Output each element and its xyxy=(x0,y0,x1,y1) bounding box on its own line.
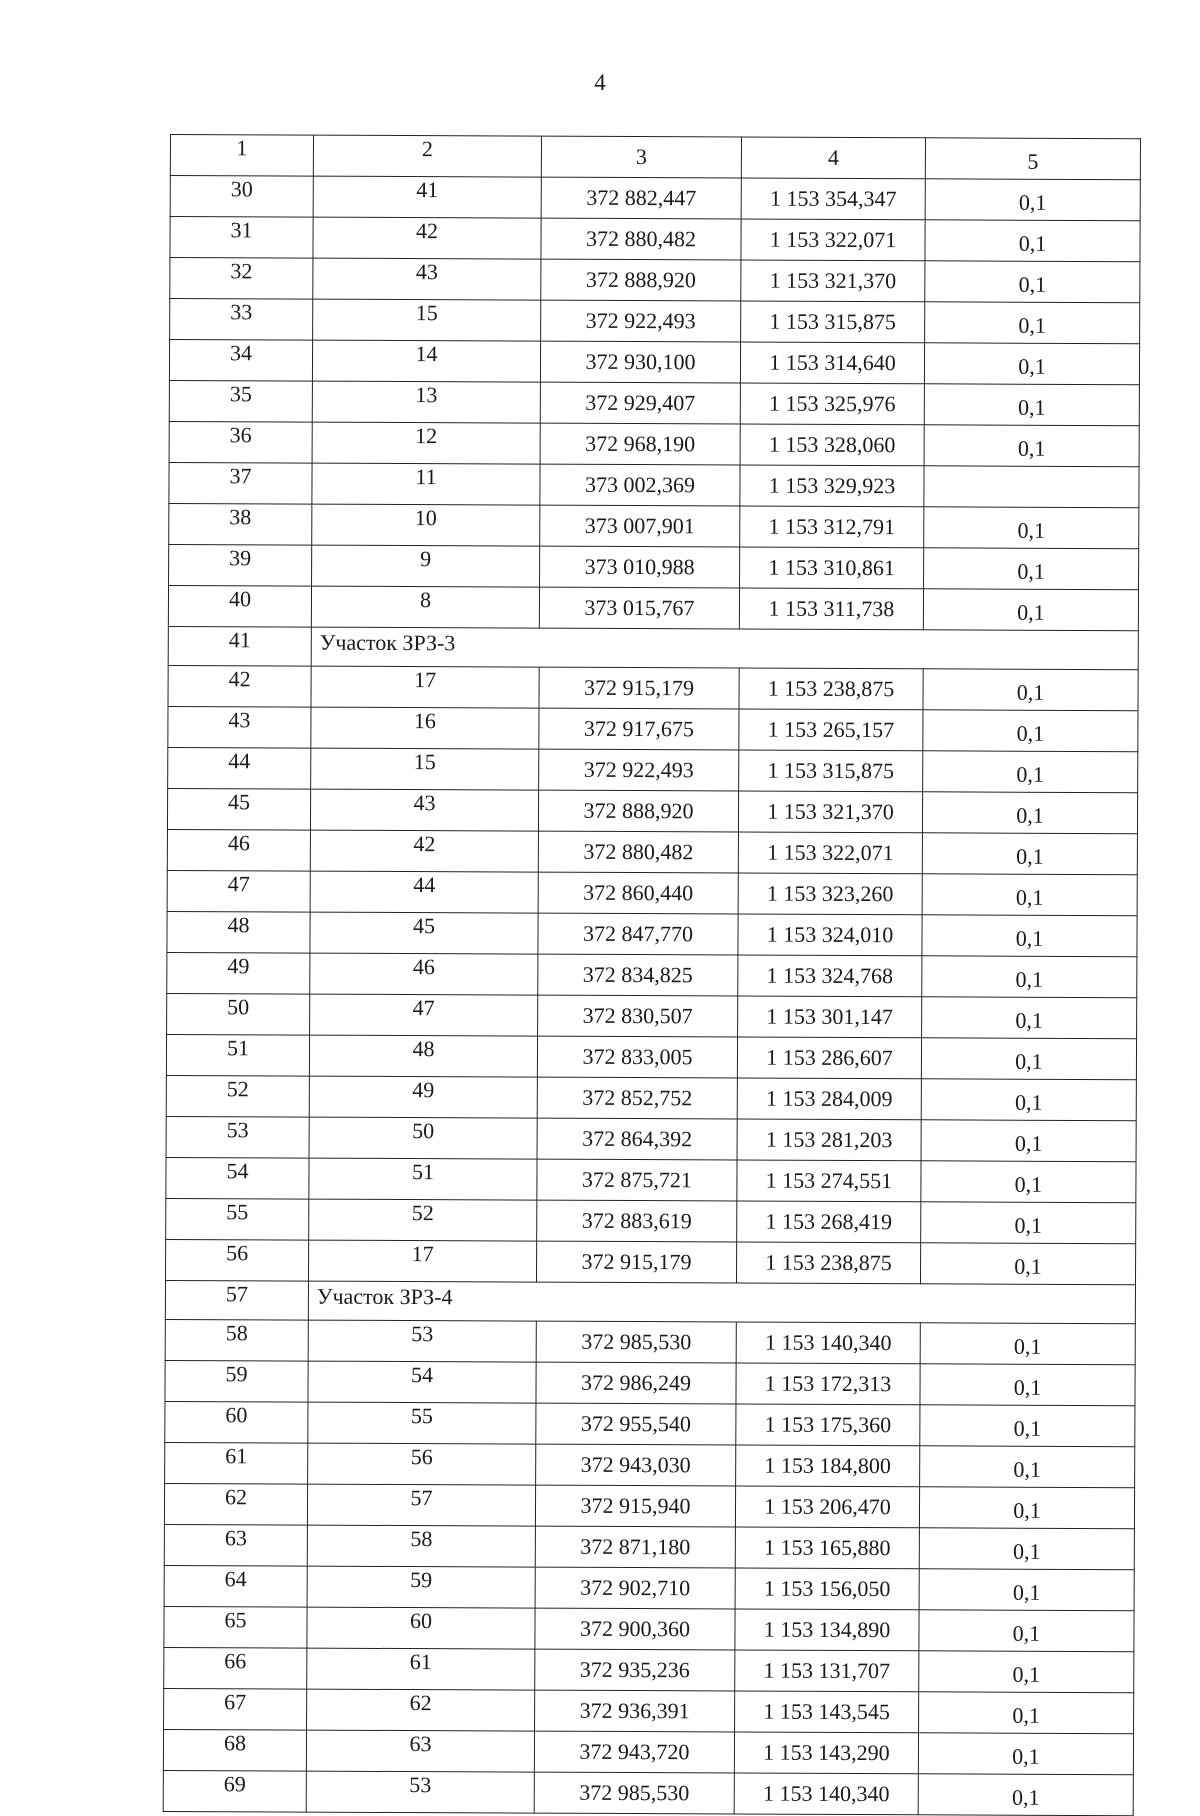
accuracy-value: 0,1 xyxy=(923,751,1138,793)
accuracy-value: 0,1 xyxy=(920,1405,1135,1447)
row-number: 53 xyxy=(166,1116,309,1158)
coord-x: 372 915,179 xyxy=(539,667,739,709)
row-number: 40 xyxy=(168,585,311,627)
table-row xyxy=(169,340,1139,385)
table-row xyxy=(170,217,1140,262)
coord-x: 372 922,493 xyxy=(539,749,739,791)
table-row xyxy=(165,1239,1135,1284)
section-title: Участок ЗРЗ-4 xyxy=(308,1281,1135,1324)
row-number: 38 xyxy=(169,503,312,545)
coord-x: 372 902,710 xyxy=(535,1567,735,1609)
table-row xyxy=(169,544,1139,589)
table-row xyxy=(167,993,1137,1038)
coord-y: 1 153 315,875 xyxy=(741,301,925,343)
point-number: 13 xyxy=(312,381,540,423)
point-number: 53 xyxy=(308,1320,536,1362)
accuracy-value: 0,1 xyxy=(919,1569,1134,1611)
section-row xyxy=(168,626,1138,669)
coord-x: 373 015,767 xyxy=(539,587,739,629)
point-number: 14 xyxy=(312,340,540,382)
coord-y: 1 153 315,875 xyxy=(739,750,923,792)
point-number: 12 xyxy=(312,422,540,464)
point-number: 52 xyxy=(309,1199,537,1241)
coord-x: 372 915,940 xyxy=(535,1485,735,1527)
row-number: 48 xyxy=(167,911,310,953)
point-number: 51 xyxy=(309,1158,537,1200)
accuracy-value: 0,1 xyxy=(922,956,1137,998)
table-row xyxy=(164,1565,1134,1610)
coord-x: 372 900,360 xyxy=(535,1608,735,1650)
coord-y: 1 153 238,875 xyxy=(736,1242,920,1284)
coord-x: 372 880,482 xyxy=(541,218,741,260)
coord-x: 372 936,391 xyxy=(535,1690,735,1732)
row-number: 30 xyxy=(170,176,313,218)
accuracy-value: 0,1 xyxy=(918,1774,1133,1816)
point-number: 11 xyxy=(312,463,540,505)
header-col-5: 5 xyxy=(925,138,1140,180)
row-number: 44 xyxy=(168,747,311,789)
table-row xyxy=(166,1116,1136,1161)
row-number: 47 xyxy=(167,870,310,912)
coord-x: 372 930,100 xyxy=(540,341,740,383)
coord-x: 372 882,447 xyxy=(541,177,741,219)
coord-y: 1 153 354,347 xyxy=(741,178,925,220)
row-number: 66 xyxy=(164,1647,307,1689)
table-row xyxy=(166,1034,1136,1079)
coord-x: 373 010,988 xyxy=(540,546,740,588)
accuracy-value: 0,1 xyxy=(922,792,1137,834)
row-number: 68 xyxy=(163,1729,306,1771)
row-number: 32 xyxy=(170,258,313,300)
point-number: 63 xyxy=(306,1730,534,1772)
accuracy-value: 0,1 xyxy=(920,1364,1135,1406)
row-number: 61 xyxy=(165,1442,308,1484)
point-number: 45 xyxy=(310,912,538,954)
header-col-1: 1 xyxy=(170,135,313,177)
row-number: 41 xyxy=(168,626,311,666)
table-row xyxy=(165,1319,1135,1364)
point-number: 62 xyxy=(307,1689,535,1731)
coord-x: 372 955,540 xyxy=(536,1403,736,1445)
coord-y: 1 153 206,470 xyxy=(735,1486,919,1528)
coord-x: 372 860,440 xyxy=(538,872,738,914)
row-number: 35 xyxy=(169,380,312,422)
accuracy-value: 0,1 xyxy=(924,343,1139,385)
coord-y: 1 153 184,800 xyxy=(736,1445,920,1487)
accuracy-value: 0,1 xyxy=(920,1243,1135,1285)
point-number: 46 xyxy=(310,953,538,995)
coord-y: 1 153 165,880 xyxy=(735,1527,919,1569)
accuracy-value: 0,1 xyxy=(922,833,1137,875)
coord-x: 372 922,493 xyxy=(541,300,741,342)
row-number: 69 xyxy=(163,1770,306,1812)
table-row xyxy=(169,462,1139,507)
point-number: 58 xyxy=(307,1525,535,1567)
coord-y: 1 153 321,370 xyxy=(738,791,922,833)
accuracy-value: 0,1 xyxy=(925,179,1140,221)
coord-x: 372 935,236 xyxy=(535,1649,735,1691)
row-number: 46 xyxy=(167,829,310,871)
point-number: 15 xyxy=(311,748,539,790)
coord-y: 1 153 140,340 xyxy=(734,1773,918,1815)
table-row xyxy=(164,1606,1134,1651)
accuracy-value: 0,1 xyxy=(921,1120,1136,1162)
point-number: 60 xyxy=(307,1607,535,1649)
table-row xyxy=(166,1157,1136,1202)
accuracy-value: 0,1 xyxy=(920,1446,1135,1488)
point-number: 10 xyxy=(312,504,540,546)
page-number: 4 xyxy=(594,70,606,95)
header-col-4: 4 xyxy=(741,137,925,179)
row-number: 56 xyxy=(165,1239,308,1281)
table-row xyxy=(168,585,1138,630)
table-row xyxy=(168,747,1138,792)
row-number: 60 xyxy=(165,1401,308,1443)
coord-x: 372 880,482 xyxy=(538,831,738,873)
coord-x: 372 943,720 xyxy=(534,1731,734,1773)
table-row xyxy=(166,1075,1136,1120)
table-row xyxy=(163,1729,1133,1774)
coord-y: 1 153 311,738 xyxy=(739,588,923,630)
table-row xyxy=(170,299,1140,344)
point-number: 42 xyxy=(310,830,538,872)
section-title: Участок ЗРЗ-3 xyxy=(311,627,1138,670)
coord-x: 373 002,369 xyxy=(540,464,740,506)
point-number: 56 xyxy=(308,1443,536,1485)
coord-y: 1 153 323,260 xyxy=(738,873,922,915)
coord-x: 373 007,901 xyxy=(540,505,740,547)
coord-y: 1 153 172,313 xyxy=(736,1363,920,1405)
coord-y: 1 153 140,340 xyxy=(736,1322,920,1364)
point-number: 41 xyxy=(313,176,541,218)
coordinates-table xyxy=(163,134,1141,1816)
coord-x: 372 847,770 xyxy=(538,913,738,955)
row-number: 43 xyxy=(168,706,311,748)
row-number: 31 xyxy=(170,217,313,259)
row-number: 62 xyxy=(164,1483,307,1525)
table-row xyxy=(168,665,1138,710)
row-number: 39 xyxy=(169,544,312,586)
accuracy-value: 0,1 xyxy=(921,1038,1136,1080)
table-row xyxy=(165,1401,1135,1446)
table-row xyxy=(167,870,1137,915)
coord-x: 372 888,920 xyxy=(538,790,738,832)
table-header-row xyxy=(170,135,1140,180)
coord-y: 1 153 143,545 xyxy=(735,1691,919,1733)
point-number: 15 xyxy=(313,299,541,341)
point-number: 59 xyxy=(307,1566,535,1608)
header-col-3: 3 xyxy=(541,136,741,178)
row-number: 51 xyxy=(166,1034,309,1076)
point-number: 53 xyxy=(306,1771,534,1813)
accuracy-value: 0,1 xyxy=(923,669,1138,711)
coord-x: 372 929,407 xyxy=(540,382,740,424)
coord-y: 1 153 134,890 xyxy=(735,1609,919,1651)
row-number: 54 xyxy=(166,1157,309,1199)
row-number: 49 xyxy=(167,952,310,994)
accuracy-value: 0,1 xyxy=(922,874,1137,916)
point-number: 54 xyxy=(308,1361,536,1403)
accuracy-value: 0,1 xyxy=(919,1487,1134,1529)
table-row xyxy=(164,1688,1134,1733)
row-number: 63 xyxy=(164,1524,307,1566)
coord-x: 372 888,920 xyxy=(541,259,741,301)
table-row xyxy=(167,911,1137,956)
point-number: 17 xyxy=(311,666,539,708)
accuracy-value: 0,1 xyxy=(919,1528,1134,1570)
coord-x: 372 985,530 xyxy=(534,1772,734,1814)
coord-y: 1 153 301,147 xyxy=(738,996,922,1038)
accuracy-value xyxy=(924,466,1139,508)
row-number: 64 xyxy=(164,1565,307,1607)
coord-y: 1 153 310,861 xyxy=(740,547,924,589)
accuracy-value: 0,1 xyxy=(924,548,1139,590)
point-number: 55 xyxy=(308,1402,536,1444)
row-number: 67 xyxy=(164,1688,307,1730)
coord-x: 372 864,392 xyxy=(537,1118,737,1160)
point-number: 42 xyxy=(313,217,541,259)
accuracy-value: 0,1 xyxy=(919,1692,1134,1734)
row-number: 59 xyxy=(165,1360,308,1402)
accuracy-value: 0,1 xyxy=(921,1202,1136,1244)
coord-x: 372 852,752 xyxy=(537,1077,737,1119)
table-row xyxy=(168,706,1138,751)
coord-y: 1 153 274,551 xyxy=(737,1160,921,1202)
coord-y: 1 153 321,370 xyxy=(741,260,925,302)
table-row xyxy=(167,829,1137,874)
coord-y: 1 153 324,768 xyxy=(738,955,922,997)
accuracy-value: 0,1 xyxy=(918,1733,1133,1775)
coord-y: 1 153 284,009 xyxy=(737,1078,921,1120)
coord-y: 1 153 312,791 xyxy=(740,506,924,548)
point-number: 44 xyxy=(310,871,538,913)
header-col-2: 2 xyxy=(313,135,541,177)
point-number: 57 xyxy=(307,1484,535,1526)
table-row xyxy=(164,1647,1134,1692)
accuracy-value: 0,1 xyxy=(922,997,1137,1039)
accuracy-value: 0,1 xyxy=(920,1323,1135,1365)
point-number: 17 xyxy=(308,1240,536,1282)
table-row xyxy=(170,258,1140,303)
point-number: 47 xyxy=(310,994,538,1036)
coord-y: 1 153 156,050 xyxy=(735,1568,919,1610)
accuracy-value: 0,1 xyxy=(924,384,1139,426)
table-row xyxy=(170,176,1140,221)
table-row xyxy=(167,788,1137,833)
coord-x: 372 875,721 xyxy=(537,1159,737,1201)
table-row xyxy=(164,1524,1134,1569)
accuracy-value: 0,1 xyxy=(925,261,1140,303)
point-number: 9 xyxy=(312,545,540,587)
coord-y: 1 153 268,419 xyxy=(737,1201,921,1243)
point-number: 50 xyxy=(309,1117,537,1159)
table-row xyxy=(167,952,1137,997)
table-row xyxy=(166,1198,1136,1243)
row-number: 45 xyxy=(167,788,310,830)
accuracy-value: 0,1 xyxy=(924,507,1139,549)
point-number: 48 xyxy=(309,1035,537,1077)
coord-x: 372 871,180 xyxy=(535,1526,735,1568)
coord-y: 1 153 325,976 xyxy=(740,383,924,425)
accuracy-value: 0,1 xyxy=(925,220,1140,262)
table-row xyxy=(169,503,1139,548)
coord-x: 372 943,030 xyxy=(536,1444,736,1486)
row-number: 52 xyxy=(166,1075,309,1117)
accuracy-value: 0,1 xyxy=(921,1079,1136,1121)
table-body xyxy=(163,176,1140,1816)
table-row xyxy=(165,1360,1135,1405)
coord-y: 1 153 131,707 xyxy=(735,1650,919,1692)
section-row xyxy=(165,1280,1135,1323)
accuracy-value: 0,1 xyxy=(922,915,1137,957)
coord-y: 1 153 329,923 xyxy=(740,465,924,507)
coord-y: 1 153 281,203 xyxy=(737,1119,921,1161)
coord-y: 1 153 175,360 xyxy=(736,1404,920,1446)
accuracy-value: 0,1 xyxy=(924,425,1139,467)
row-number: 34 xyxy=(169,340,312,382)
coord-y: 1 153 286,607 xyxy=(737,1037,921,1079)
table-row xyxy=(163,1770,1133,1815)
accuracy-value: 0,1 xyxy=(921,1161,1136,1203)
coord-x: 372 985,530 xyxy=(536,1321,736,1363)
row-number: 50 xyxy=(167,993,310,1035)
coord-y: 1 153 143,290 xyxy=(734,1732,918,1774)
accuracy-value: 0,1 xyxy=(923,710,1138,752)
row-number: 55 xyxy=(166,1198,309,1240)
coord-y: 1 153 324,010 xyxy=(738,914,922,956)
coord-y: 1 153 238,875 xyxy=(739,668,923,710)
point-number: 43 xyxy=(310,789,538,831)
table-row xyxy=(169,380,1139,425)
row-number: 65 xyxy=(164,1606,307,1648)
accuracy-value: 0,1 xyxy=(919,1651,1134,1693)
coord-y: 1 153 265,157 xyxy=(739,709,923,751)
coord-x: 372 833,005 xyxy=(537,1036,737,1078)
accuracy-value: 0,1 xyxy=(923,589,1138,631)
coord-x: 372 968,190 xyxy=(540,423,740,465)
row-number: 57 xyxy=(165,1280,308,1320)
coord-y: 1 153 328,060 xyxy=(740,424,924,466)
point-number: 43 xyxy=(313,258,541,300)
coord-y: 1 153 322,071 xyxy=(738,832,922,874)
row-number: 33 xyxy=(170,299,313,341)
row-number: 58 xyxy=(165,1319,308,1361)
row-number: 36 xyxy=(169,421,312,463)
table-row xyxy=(165,1442,1135,1487)
table-row xyxy=(164,1483,1134,1528)
accuracy-value: 0,1 xyxy=(919,1610,1134,1652)
table-row xyxy=(169,421,1139,466)
accuracy-value: 0,1 xyxy=(925,302,1140,344)
point-number: 8 xyxy=(311,586,539,628)
coord-x: 372 917,675 xyxy=(539,708,739,750)
row-number: 37 xyxy=(169,462,312,504)
coord-x: 372 830,507 xyxy=(538,995,738,1037)
coord-y: 1 153 314,640 xyxy=(740,342,924,384)
row-number: 42 xyxy=(168,665,311,707)
coord-x: 372 883,619 xyxy=(537,1200,737,1242)
point-number: 49 xyxy=(309,1076,537,1118)
point-number: 61 xyxy=(307,1648,535,1690)
coord-y: 1 153 322,071 xyxy=(741,219,925,261)
coord-x: 372 986,249 xyxy=(536,1362,736,1404)
coord-x: 372 834,825 xyxy=(538,954,738,996)
coord-x: 372 915,179 xyxy=(536,1241,736,1283)
point-number: 16 xyxy=(311,707,539,749)
